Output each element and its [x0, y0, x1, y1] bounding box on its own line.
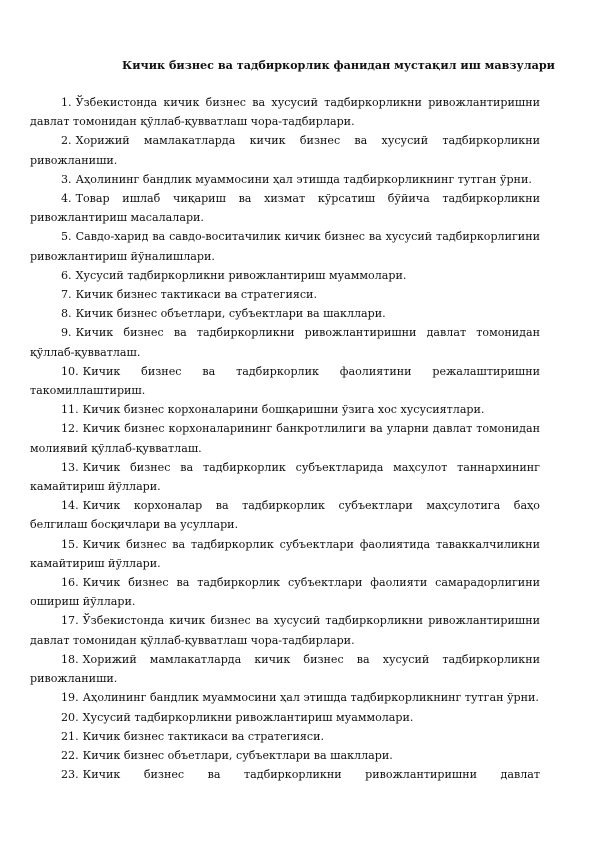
topic-text: Аҳолининг бандлик муаммосини ҳал этишда тадбиркорликнинг тутган ўрни.	[75, 172, 532, 186]
topic-list	[30, 93, 540, 784]
topic-item	[30, 746, 540, 765]
topic-item	[30, 170, 540, 189]
topic-item	[30, 362, 540, 400]
topic-number: 5.	[61, 230, 72, 244]
topic-item	[30, 323, 540, 361]
topic-number: 15.	[61, 537, 79, 551]
topic-number: 18.	[61, 652, 79, 666]
topic-number: 9.	[61, 326, 72, 340]
topic-number: 22.	[61, 748, 79, 762]
topic-number: 3.	[61, 172, 72, 186]
topic-number: 8.	[61, 307, 72, 321]
topic-item	[30, 189, 540, 227]
topic-text: Кичик корхоналар ва тадбиркорлик субъектлари маҳсулотига баҳо белгилаш босқичлари ва усуллари.	[30, 499, 540, 532]
topic-text: Кичик бизнес тактикаси ва стратегияси.	[75, 288, 317, 302]
topic-text: Хорижий мамлакатларда кичик бизнес ва хусусий тадбиркорликни ривожланиши.	[30, 652, 540, 686]
topic-text: Кичик бизнес ва тадбиркорлик субъектлари фаолияти самарадорлигини ошириш йўллари.	[30, 576, 540, 609]
topic-number: 2.	[61, 134, 72, 148]
topic-text: Кичик бизнес ва тадбиркорлик субъектларида маҳсулот таннархининг камайтириш йўллари.	[30, 460, 540, 494]
topic-item	[30, 688, 540, 707]
topic-number: 17.	[61, 614, 79, 628]
topic-item	[30, 650, 540, 688]
topic-item	[30, 266, 540, 285]
topic-item	[30, 93, 540, 131]
topic-item	[30, 285, 540, 304]
topic-text: Хусусий тадбиркорликни ривожлантириш муаммолари.	[82, 710, 414, 724]
topic-item	[30, 573, 540, 611]
topic-number: 14.	[61, 499, 79, 513]
topic-text: Кичик бизнес ва тадбиркорлик фаолиятини режалаштиришни такомиллаштириш.	[30, 364, 540, 398]
topic-text: Кичик бизнес объетлари, субъектлари ва шакллари.	[82, 748, 393, 762]
topic-item	[30, 611, 540, 649]
topic-text: Кичик бизнес ва тадбиркорликни ривожлантиришни давлат	[82, 768, 540, 782]
topic-number: 1.	[61, 96, 72, 109]
topic-number: 12.	[61, 422, 79, 436]
topic-text: Кичик бизнес объетлари, субъектлари ва шакллари.	[75, 307, 386, 321]
topic-item	[30, 400, 540, 419]
topic-item	[30, 458, 540, 496]
topic-number: 19.	[61, 691, 79, 705]
topic-number: 16.	[61, 576, 79, 590]
topic-item	[30, 304, 540, 323]
topic-text: Кичик бизнес корхоналарининг банкротлилиги ва уларни давлат томонидан молиявий қўллаб-қувватлаш.	[30, 422, 540, 455]
topic-item	[30, 708, 540, 727]
topic-text: Кичик бизнес тактикаси ва стратегияси.	[82, 729, 325, 743]
topic-item	[30, 727, 540, 746]
topic-text: Кичик бизнес корхоналарини бошқаришни ўзига хос хусусиятлари.	[82, 403, 485, 417]
topic-text: Ўзбекистонда кичик бизнес ва хусусий тадбиркорликни ривожлантиришни давлат томонидан қўллаб-қувватлаш чора-тадбирлари.	[30, 96, 540, 129]
topic-text: Кичик бизнес ва тадбиркорлик субъектлари фаолиятида таваккалчиликни камайтириш йўллари.	[30, 537, 540, 570]
topic-item	[30, 419, 540, 457]
topic-text: Савдо-харид ва савдо-воситачилик кичик бизнес ва хусусий тадбиркорлигини ривожлантириш йўналишлари.	[30, 230, 540, 263]
topic-number: 23.	[61, 768, 79, 782]
topic-item	[30, 227, 540, 265]
topic-item	[30, 765, 540, 784]
document-title: Кичик бизнес ва тадбиркорлик фанидан мустақил иш мавзулари	[122, 58, 555, 72]
topic-number: 10.	[61, 364, 79, 378]
topic-number: 21.	[61, 729, 79, 743]
topic-number: 20.	[61, 710, 79, 724]
topic-item	[30, 131, 540, 169]
topic-item	[30, 535, 540, 573]
topic-number: 6.	[61, 268, 72, 282]
topic-number: 13.	[61, 460, 79, 474]
topic-text: Ўзбекистонда кичик бизнес ва хусусий тадбиркорликни ривожлантиришни давлат томонидан қўллаб-қувватлаш чора-тадбирлари.	[30, 614, 540, 647]
topic-number: 7.	[61, 288, 72, 302]
topic-number: 11.	[61, 403, 79, 417]
topic-item	[30, 496, 540, 534]
topic-number: 4.	[61, 192, 72, 206]
topic-text: Аҳолининг бандлик муаммосини ҳал этишда тадбиркорликнинг тутган ўрни.	[82, 691, 539, 705]
topic-text: Товар ишлаб чиқариш ва хизмат кўрсатиш бўйича тадбиркорликни ривожлантириш масалалари.	[30, 192, 540, 225]
topic-text: Хорижий мамлакатларда кичик бизнес ва хусусий тадбиркорликни ривожланиши.	[30, 134, 540, 167]
topic-text: Хусусий тадбиркорликни ривожлантириш муаммолари.	[75, 268, 407, 282]
topic-text: Кичик бизнес ва тадбиркорликни ривожлантиришни давлат томонидан қўллаб-қувватлаш.	[30, 326, 540, 359]
